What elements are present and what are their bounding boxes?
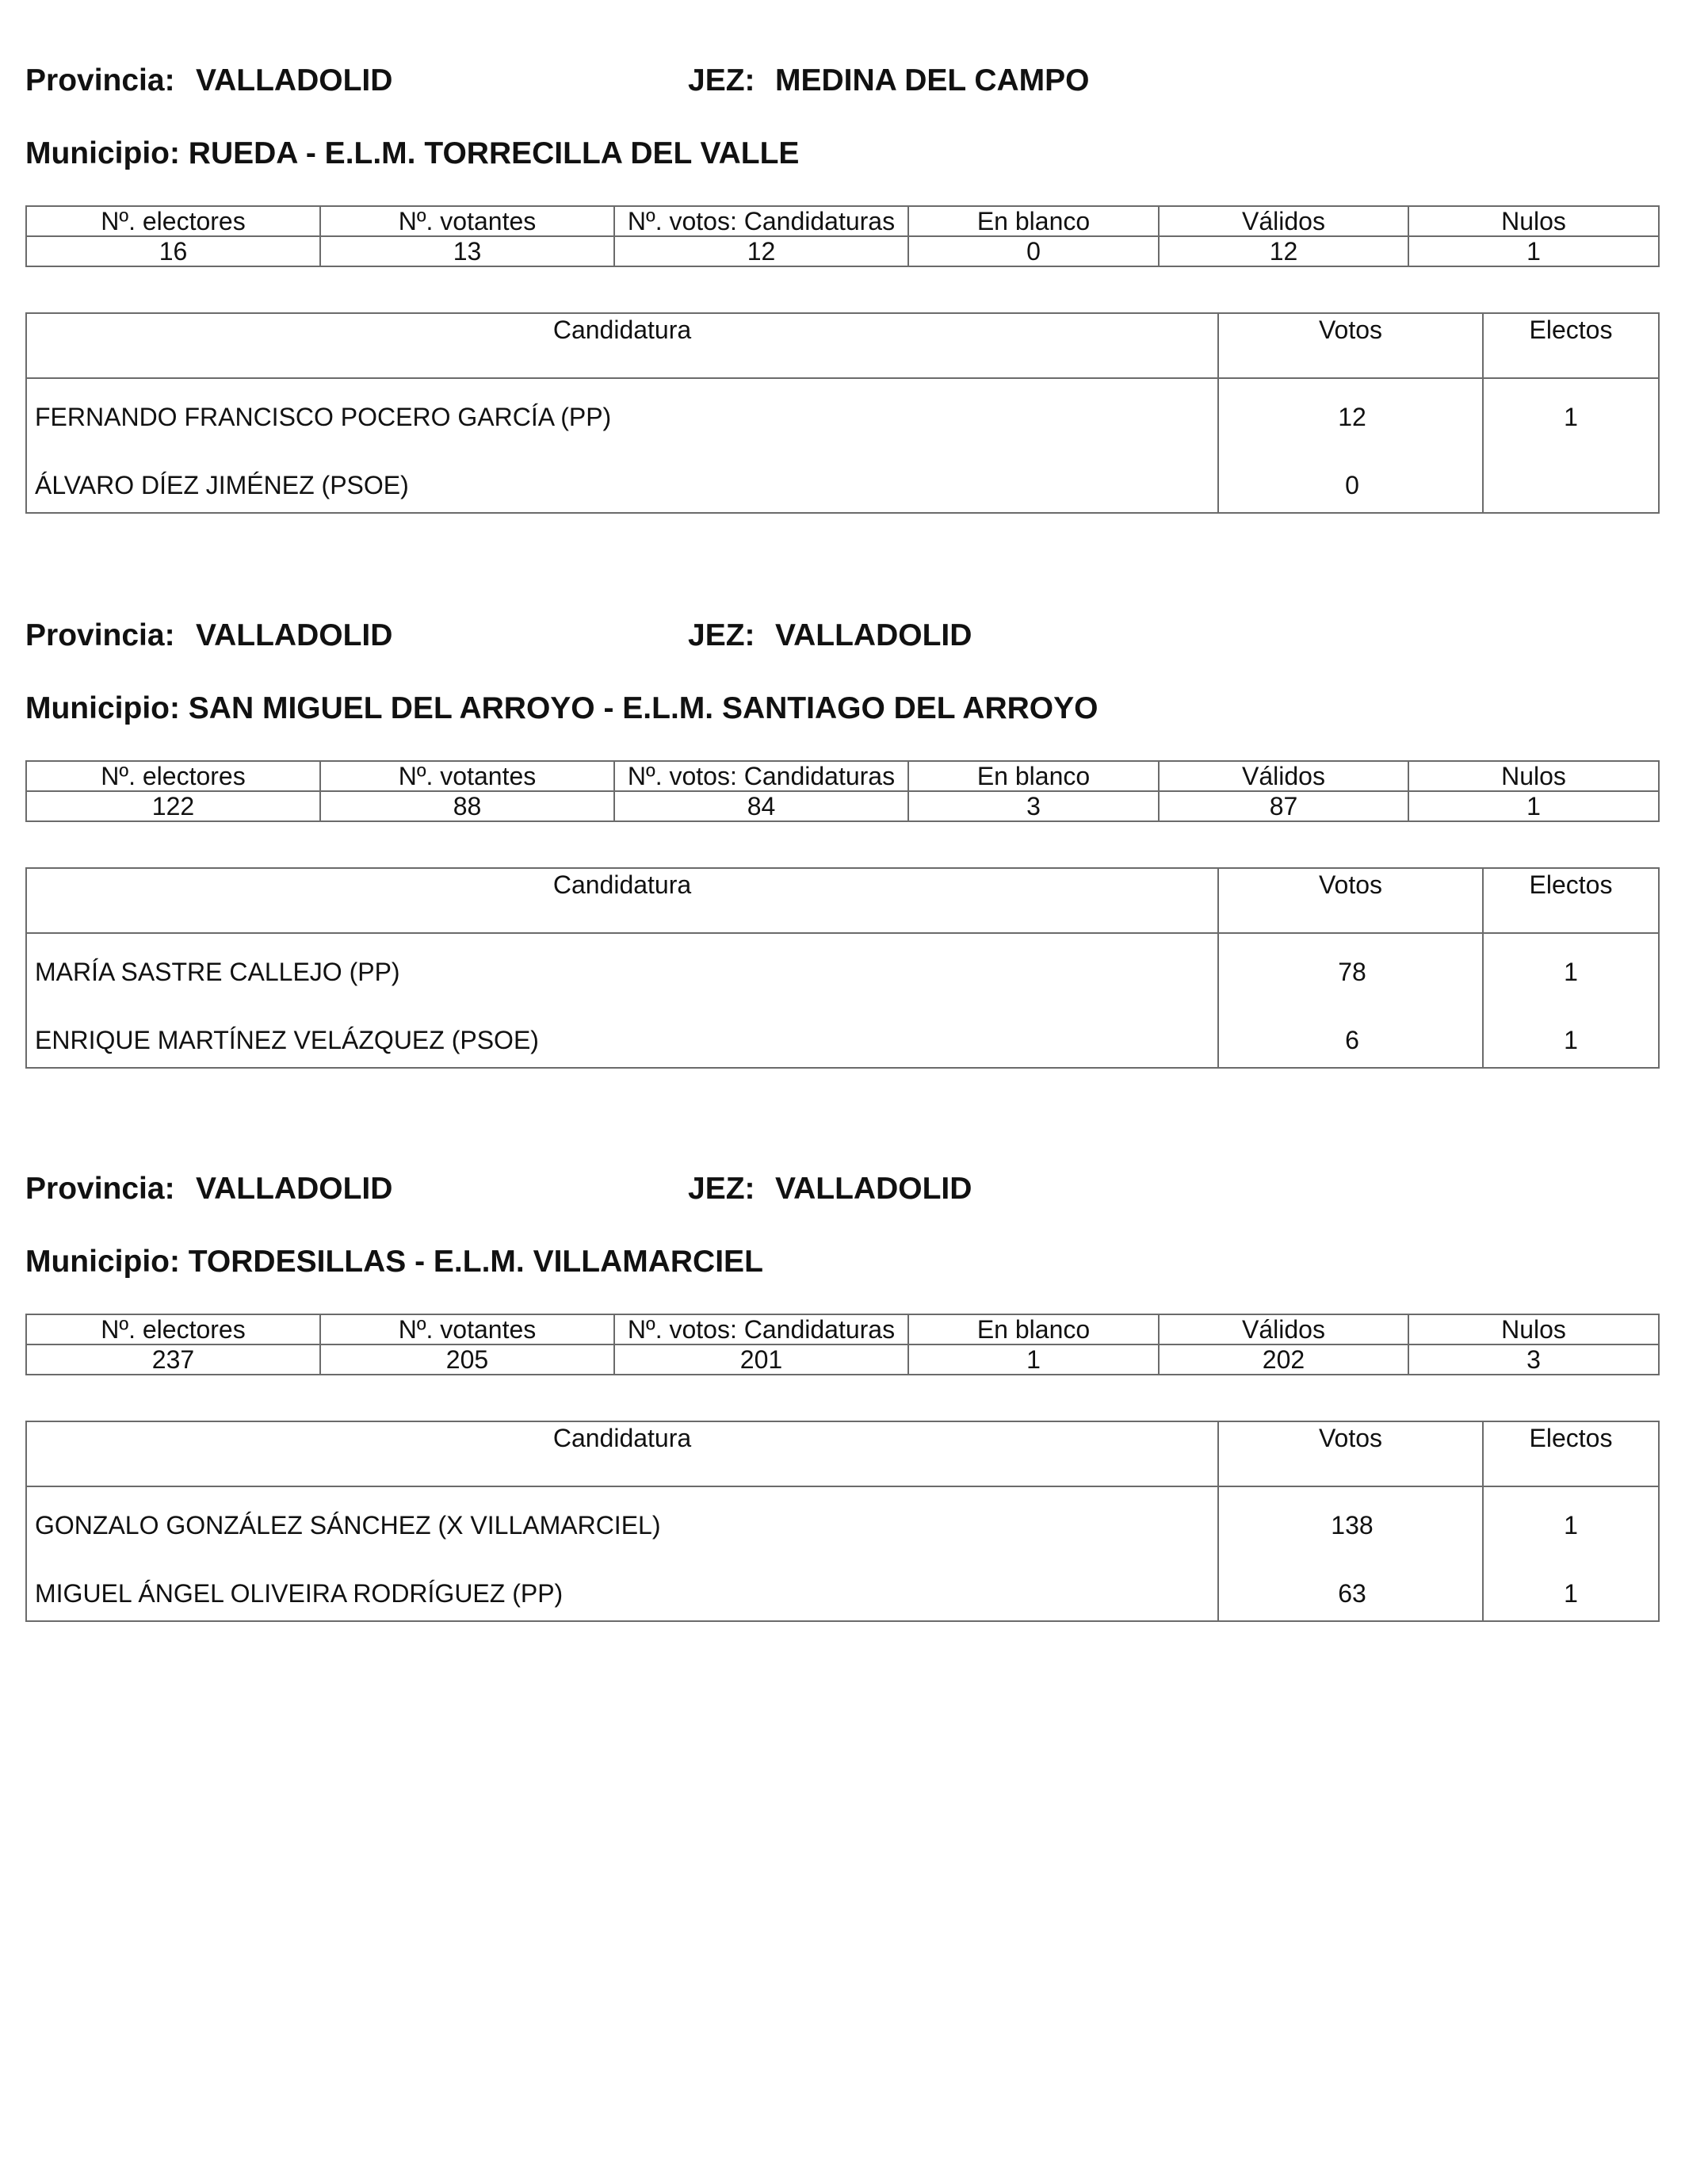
candidate-electos: 1: [1564, 1579, 1578, 1608]
provincia-label: Provincia:: [25, 1172, 175, 1206]
candidate-row: [27, 1509, 1658, 1541]
header-votantes: Nº. votantes: [320, 761, 614, 791]
header-votos: Votos: [1318, 316, 1383, 344]
summary-table: [25, 760, 1660, 822]
header-votos-candidaturas: Nº. votos: Candidaturas: [614, 206, 908, 236]
candidate-name: ENRIQUE MARTÍNEZ VELÁZQUEZ (PSOE): [35, 1026, 539, 1054]
provincia-value: VALLADOLID: [196, 63, 393, 98]
header-nulos: Nulos: [1408, 206, 1659, 236]
provincia-label: Provincia:: [25, 618, 175, 652]
header-votantes: Nº. votantes: [320, 206, 614, 236]
candidate-name: MIGUEL ÁNGEL OLIVEIRA RODRÍGUEZ (PP): [35, 1579, 564, 1608]
value-votos-candidaturas: 84: [614, 791, 908, 821]
municipio-title: Municipio: SAN MIGUEL DEL ARROYO - E.L.M. SANTIAGO DEL ARROYO: [25, 691, 1098, 725]
summary-table: [25, 205, 1660, 267]
header-votos: Votos: [1318, 870, 1383, 899]
candidate-name: FERNANDO FRANCISCO POCERO GARCÍA (PP): [35, 403, 612, 431]
candidate-row: [27, 401, 1658, 433]
candidate-electos: 1: [1564, 403, 1578, 431]
candidates-table: [25, 1421, 1660, 1622]
header-electos: Electos: [1529, 1424, 1613, 1452]
jez-value: MEDINA DEL CAMPO: [775, 63, 1090, 98]
value-nulos: 3: [1408, 1344, 1659, 1375]
summary-value-row: [26, 791, 1659, 821]
jez-label: JEZ:: [688, 1172, 755, 1206]
header-votantes: Nº. votantes: [320, 1314, 614, 1344]
jez-label: JEZ:: [688, 63, 755, 98]
municipio-title: Municipio: RUEDA - E.L.M. TORRECILLA DEL VALLE: [25, 136, 800, 170]
provincia-value: VALLADOLID: [196, 618, 393, 652]
header-votos: Votos: [1318, 1424, 1383, 1452]
header-electos: Electos: [1529, 316, 1613, 344]
candidate-electos: 1: [1564, 1026, 1578, 1054]
jez-label: JEZ:: [688, 618, 755, 652]
candidate-name: MARÍA SASTRE CALLEJO (PP): [35, 958, 400, 986]
candidate-votos: 6: [1345, 1026, 1359, 1054]
value-votos-candidaturas: 12: [614, 236, 908, 266]
header-votos-candidaturas: Nº. votos: Candidaturas: [614, 1314, 908, 1344]
summary-header-row: [26, 1314, 1659, 1344]
candidate-row: [27, 1024, 1658, 1056]
candidate-row: [27, 469, 1658, 501]
candidate-votos: 138: [1331, 1511, 1374, 1540]
header-en-blanco: En blanco: [908, 206, 1159, 236]
municipio-title: Municipio: TORDESILLAS - E.L.M. VILLAMARCIEL: [25, 1245, 763, 1279]
header-candidatura: Candidatura: [552, 1424, 692, 1452]
value-votos-candidaturas: 201: [614, 1344, 908, 1375]
summary-header-row: [26, 761, 1659, 791]
summary-header-row: [26, 206, 1659, 236]
header-electores: Nº. electores: [26, 761, 320, 791]
value-votantes: 13: [320, 236, 614, 266]
value-votantes: 88: [320, 791, 614, 821]
header-validos: Válidos: [1159, 1314, 1408, 1344]
candidate-row: [27, 1578, 1658, 1609]
value-validos: 12: [1159, 236, 1408, 266]
value-nulos: 1: [1408, 236, 1659, 266]
candidate-name: ÁLVARO DÍEZ JIMÉNEZ (PSOE): [35, 471, 409, 499]
value-electores: 16: [26, 236, 320, 266]
header-en-blanco: En blanco: [908, 761, 1159, 791]
header-validos: Válidos: [1159, 206, 1408, 236]
candidate-votos: 63: [1338, 1579, 1366, 1608]
header-validos: Válidos: [1159, 761, 1408, 791]
value-votantes: 205: [320, 1344, 614, 1375]
value-en-blanco: 1: [908, 1344, 1159, 1375]
header-en-blanco: En blanco: [908, 1314, 1159, 1344]
candidate-electos: 1: [1564, 1511, 1578, 1540]
summary-value-row: [26, 1344, 1659, 1375]
jez-value: VALLADOLID: [775, 1172, 972, 1206]
header-electos: Electos: [1529, 870, 1613, 899]
header-electores: Nº. electores: [26, 1314, 320, 1344]
value-electores: 237: [26, 1344, 320, 1375]
value-validos: 87: [1159, 791, 1408, 821]
candidates-table: [25, 867, 1660, 1069]
provincia-value: VALLADOLID: [196, 1172, 393, 1206]
header-nulos: Nulos: [1408, 761, 1659, 791]
summary-table: [25, 1314, 1660, 1375]
header-votos-candidaturas: Nº. votos: Candidaturas: [614, 761, 908, 791]
summary-value-row: [26, 236, 1659, 266]
header-candidatura: Candidatura: [552, 316, 692, 344]
header-nulos: Nulos: [1408, 1314, 1659, 1344]
candidate-votos: 12: [1338, 403, 1366, 431]
jez-value: VALLADOLID: [775, 618, 972, 652]
candidate-name: GONZALO GONZÁLEZ SÁNCHEZ (X VILLAMARCIEL): [35, 1511, 661, 1540]
value-electores: 122: [26, 791, 320, 821]
value-en-blanco: 0: [908, 236, 1159, 266]
candidate-votos: 0: [1345, 471, 1359, 499]
candidate-row: [27, 956, 1658, 988]
candidate-electos: 1: [1564, 958, 1578, 986]
value-en-blanco: 3: [908, 791, 1159, 821]
header-electores: Nº. electores: [26, 206, 320, 236]
provincia-label: Provincia:: [25, 63, 175, 98]
value-validos: 202: [1159, 1344, 1408, 1375]
candidates-table: [25, 312, 1660, 514]
candidate-votos: 78: [1338, 958, 1366, 986]
header-candidatura: Candidatura: [552, 870, 692, 899]
value-nulos: 1: [1408, 791, 1659, 821]
